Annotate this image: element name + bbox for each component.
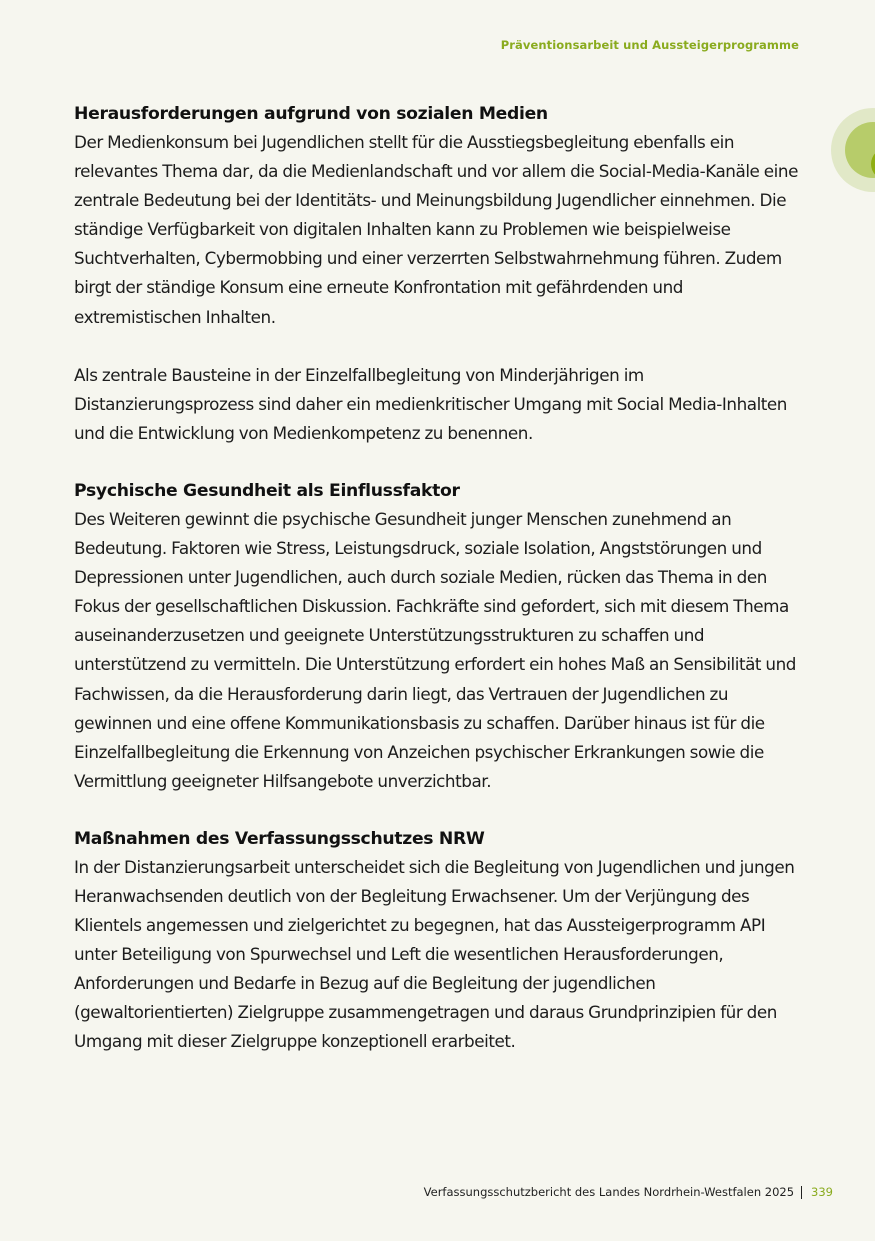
section-social-media (74, 100, 800, 448)
page-footer (424, 1185, 833, 1199)
section-heading: Psychische Gesundheit als Einflussfaktor (74, 480, 460, 501)
chapter-marker-circle (831, 108, 875, 192)
footer-divider (801, 1186, 802, 1199)
page-number: 339 (811, 1185, 833, 1199)
section-heading: Herausforderungen aufgrund von sozialen Medien (74, 104, 548, 124)
paragraph: Des Weiteren gewinnt die psychische Gesundheit junger Menschen zunehmend an Bedeutung. Faktoren wie Stress, Leistungsdruck, soziale Isolation, Angststörungen und Depressionen unter Jugendlichen, auch durch soziale Medien, rücken das Thema in den Fokus der gesellschaftlichen Diskussion. Fachkräfte sind gefordert, sich mit diesem Thema auseinanderzusetzen und geeignete Unterstützungsstrukturen zu schaffen und unterstützend zu vermitteln. Die Unterstützung erfordert ein hohes Maß an Sensibilität und Fachwissen, da die Herausforderung darin liegt, das Vertrauen der Jugendlichen zu gewinnen und eine offene Kommunikationsbasis zu schaffen. Darüber hinaus ist für die Einzelfallbegleitung die Erkennung von Anzeichen psychischer Erkrankungen sowie die Vermittlung geeigneter Hilfsangebote unverzichtbar. (74, 508, 797, 791)
chapter-marker-ring (845, 122, 875, 178)
running-header: Präventionsarbeit und Aussteigerprogramme (500, 38, 799, 52)
paragraph: Als zentrale Bausteine in der Einzelfallbegleitung von Minderjährigen im Distanzierungsprozess sind daher ein medienkritischer Umgang mit Social Media-Inhalten und die Entwicklung von Medienkompetenz zu benennen. (74, 364, 787, 443)
section-mental-health (74, 477, 800, 796)
section-heading: Maßnahmen des Verfassungsschutzes NRW (74, 828, 485, 849)
paragraph: Der Medienkonsum bei Jugendlichen stellt für die Ausstiegsbegleitung ebenfalls ein relevantes Thema dar, da die Medienlandschaft und vor allem die Social-Media-Kanäle eine zentrale Bedeutung bei der Identitäts- und Meinungsbildung Jugendlicher einnehmen. Die ständige Verfügbarkeit von digitalen Inhalten kann zu Problemen wie beispielweise Suchtverhalten, Cybermobbing und einer verzerrten Selbstwahrnehmung führen. Zudem birgt der ständige Konsum eine erneute Konfrontation mit gefährdenden und extremistischen Inhalten. (74, 132, 798, 327)
paragraph: In der Distanzierungsarbeit unterscheidet sich die Begleitung von Jugendlichen und jungen Heranwachsenden deutlich von der Begleitung Erwachsener. Um der Verjüngung des Klientels angemessen und zielgerichtet zu begegnen, hat das Aussteigerprogramm API unter Beteiligung von Spurwechsel und Left die wesentlichen Herausforderungen, Anforderungen und Bedarfe in Bezug auf die Begleitung der jugendlichen (gewaltorientierten) Zielgruppe zusammengetragen und daraus Grundprinzipien für den Umgang mit dieser Zielgruppe konzeptionell erarbeitet. (74, 856, 795, 1052)
chapter-marker-core (871, 148, 875, 180)
section-measures (74, 825, 800, 1057)
page-body (74, 100, 800, 1057)
publication-title: Verfassungsschutzbericht des Landes Nordrhein-Westfalen 2025 (423, 1185, 795, 1199)
